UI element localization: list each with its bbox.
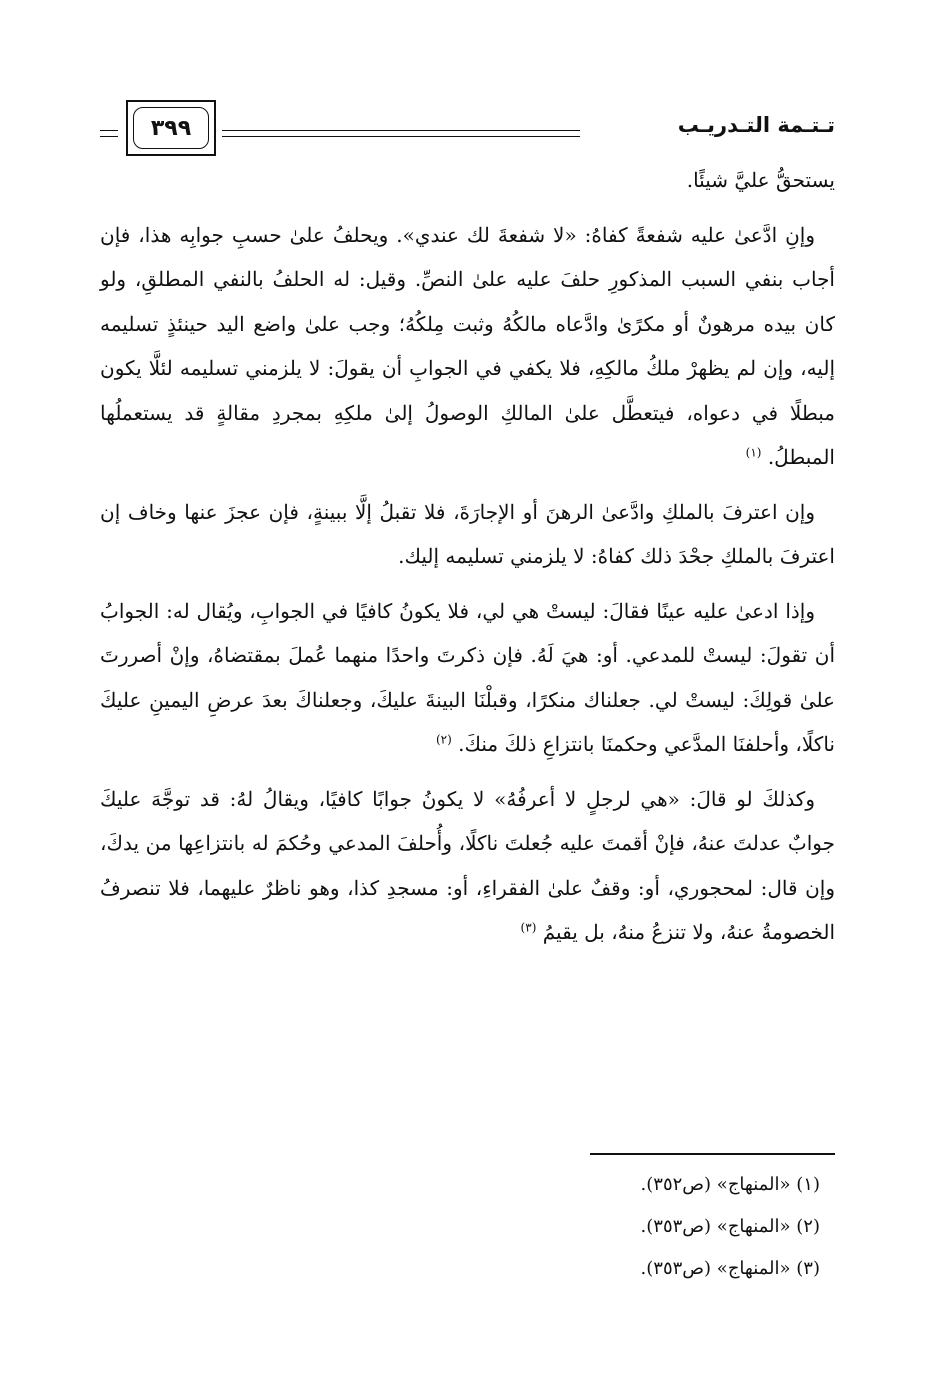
footnote-marker[interactable]: (٢) xyxy=(435,732,452,747)
footnote-marker[interactable]: (٣) xyxy=(520,920,537,935)
paragraph: وإن اعترفَ بالملكِ وادَّعىٰ الرهنَ أو الإجارَةَ، فلا تقبلُ إلَّا ببينةٍ، فإن عجزَ عنها وخاف إن اعترفَ بالملكِ جحْدَ ذلك كفاهُ: لا يلزمني تسليمه إليك. xyxy=(100,499,835,568)
paragraph-text: وكذلكَ لو قالَ: «هي لرجلٍ لا أعرفُهُ» لا يكونُ جوابًا كافيًا، ويقالُ لهُ: قد توجَّهَ عليكَ جوابٌ عدلتَ عنهُ، فإنْ أقمتَ عليه جُعلتَ ناكلًا، وأُحلفَ المدعي وحُكمَ له بانتزاعِها من يدكَ، وإن قال: لمحجوري، أو: وقفٌ علىٰ الفقراءِ، أو: مسجدِ كذا، وهو ناظرٌ عليهما، فلا تنصرفُ الخصومةُ عنهُ، ولا تنزعُ منهُ، بل يقيمُ xyxy=(100,786,835,944)
paragraph xyxy=(100,777,835,955)
header-rule xyxy=(222,130,580,137)
paragraph-text: وإذا ادعىٰ عليه عينًا فقالَ: ليستْ هي لي، فلا يكونُ كافيًا في الجوابِ، ويُقال له: الجوابُ أن تقولَ: ليستْ للمدعي. أو: هيَ لَهُ. فإن ذكرتَ واحدًا منهما عُملَ بمقتضاهُ، وإنْ أصررتَ علىٰ قولِكَ: ليستْ لي. جعلناك منكرًا، وقبلْنَا البينةَ عليكَ، وجعلناكَ بعدَ عرضِ اليمينِ عليكَ ناكلًا، وأحلفنَا المدَّعي وحكمنَا بانتزاعِ ذلكَ منكَ. xyxy=(100,598,835,756)
footnotes xyxy=(500,1164,820,1290)
paragraph-text: وإنِ ادَّعىٰ عليه شفعةً كفاهُ: «لا شفعةَ لك عندي». ويحلفُ علىٰ حسبِ جوابِه هذا، فإن أجاب بنفي السبب المذكورِ حلفَ عليه علىٰ النصِّ. وقيل: له الحلفُ بالنفي المطلقِ، ولو كان بيده مرهونٌ أو مكرًىٰ وادَّعاه مالكُهُ وثبت مِلكُهُ؛ وجب علىٰ واضع اليد حينئذٍ تسليمه إليه، وإن لم يظهرْ ملكُ مالكِهِ، فلا يكفي في الجوابِ أن يقولَ: لا يلزمني تسليمه لئلَّا يكون مبطلًا في دعواه، فيتعطَّل علىٰ المالكِ الوصولُ إلىٰ ملكِهِ بمجردِ مقالةٍ قد يستعملُها المبطلُ. xyxy=(100,222,835,469)
footnote: (١) «المنهاج» (ص٣٥٢). xyxy=(640,1174,820,1195)
page-number-frame xyxy=(126,100,216,156)
page-number: ٣٩٩ xyxy=(133,107,209,149)
footnote: (٢) «المنهاج» (ص٣٥٣). xyxy=(640,1216,820,1237)
body-text xyxy=(100,158,835,965)
paragraph: يستحقُّ عليَّ شيئًا. xyxy=(686,168,835,192)
paragraph xyxy=(100,213,835,480)
header-rule-end xyxy=(100,130,118,137)
footnote-separator xyxy=(590,1153,835,1155)
footnote-marker[interactable]: (١) xyxy=(745,445,762,460)
page-header xyxy=(100,100,835,160)
paragraph xyxy=(100,589,835,767)
running-title: تـتـمة التـدريـب xyxy=(677,113,835,137)
footnote: (٣) «المنهاج» (ص٣٥٣). xyxy=(640,1258,820,1279)
